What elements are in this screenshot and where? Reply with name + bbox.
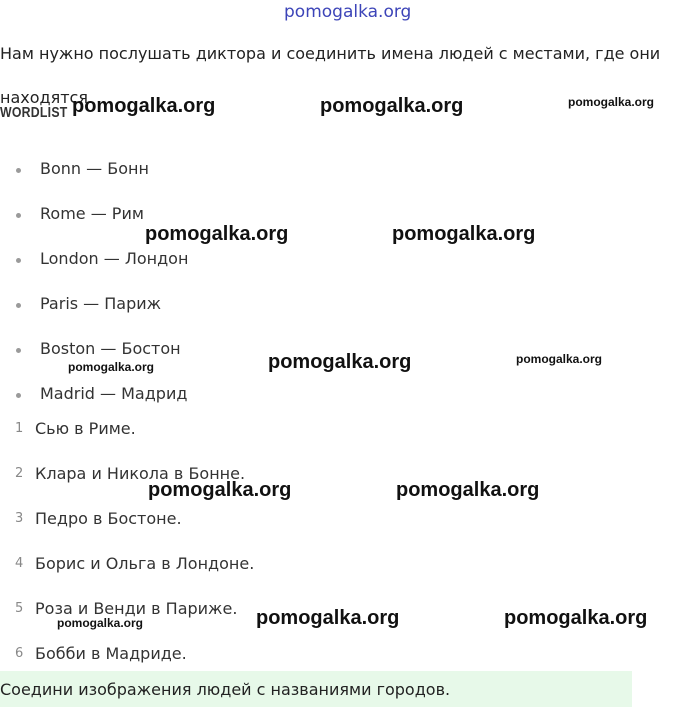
watermark: pomogalka.org [568, 95, 655, 109]
bullet-icon [16, 393, 21, 398]
watermark: pomogalka.org [392, 223, 536, 245]
watermark: pomogalka.org [396, 479, 540, 501]
bullet-icon [16, 168, 21, 173]
watermark: pomogalka.org [57, 616, 144, 630]
sentence-item: Сью в Риме. [35, 419, 136, 438]
wordlist-item: Madrid — Мадрид [40, 384, 188, 403]
sentence-item: Педро в Бостоне. [35, 509, 182, 528]
watermark: pomogalka.org [256, 607, 400, 629]
intro-text: Нам нужно послушать диктора и соединить имена людей с местами, где они находятся. [0, 44, 661, 107]
sentence-item: Борис и Ольга в Лондоне. [35, 554, 255, 573]
bullet-icon [16, 303, 21, 308]
list-number: 1 [15, 421, 24, 436]
instruction-text: Соедини изображения людей с названиями городов. [0, 680, 451, 699]
sentence-item: Роза и Венди в Париже. [35, 599, 238, 618]
watermark: pomogalka.org [145, 223, 289, 245]
watermark: pomogalka.org [148, 479, 292, 501]
bullet-icon [16, 348, 21, 353]
watermark: pomogalka.org [320, 95, 464, 117]
wordlist-item: Paris — Париж [40, 294, 162, 313]
wordlist-item: Boston — Бостон [40, 339, 181, 358]
list-number: 3 [15, 511, 24, 526]
wordlist-heading: WORDLIST [0, 104, 68, 121]
wordlist-item: London — Лондон [40, 249, 189, 268]
watermark: pomogalka.org [72, 95, 216, 117]
bullet-icon [16, 258, 21, 263]
list-number: 4 [15, 556, 24, 571]
watermark-top: pomogalka.org [284, 2, 412, 22]
sentence-item: Клара и Никола в Бонне. [35, 464, 246, 483]
watermark: pomogalka.org [516, 352, 603, 366]
wordlist-item: Rome — Рим [40, 204, 144, 223]
watermark: pomogalka.org [268, 351, 412, 373]
watermark: pomogalka.org [68, 360, 155, 374]
list-number: 6 [15, 646, 24, 661]
sentence-item: Бобби в Мадриде. [35, 644, 187, 663]
wordlist-item: Bonn — Бонн [40, 159, 149, 178]
list-number: 5 [15, 601, 24, 616]
watermark: pomogalka.org [504, 607, 648, 629]
bullet-icon [16, 213, 21, 218]
list-number: 2 [15, 466, 24, 481]
